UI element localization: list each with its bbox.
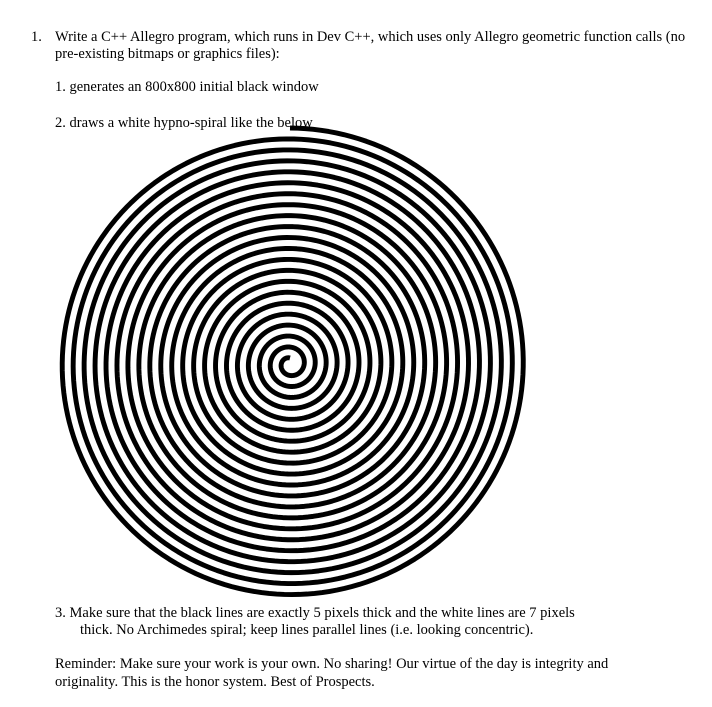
- step-3-line-1: 3. Make sure that the black lines are exactly 5 pixels thick and the white lines are 7 pixels: [55, 605, 575, 621]
- step-3-line-2: thick. No Archimedes spiral; keep lines parallel lines (i.e. looking concentric).: [80, 622, 534, 638]
- reminder-line-1: Reminder: Make sure your work is your own. No sharing! Our virtue of the day is integrity and: [55, 656, 609, 672]
- list-item-number: 1.: [31, 29, 42, 45]
- hypno-spiral-figure: [48, 122, 532, 606]
- reminder-line-2: originality. This is the honor system. Best of Prospects.: [55, 674, 375, 690]
- intro-line-1: Write a C++ Allegro program, which runs in Dev C++, which uses only Allegro geometric function calls (no: [55, 29, 686, 45]
- step-1: 1. generates an 800x800 initial black window: [55, 79, 319, 95]
- spiral-stroke: [62, 128, 523, 595]
- intro-line-2: pre-existing bitmaps or graphics files):: [55, 46, 280, 62]
- step-2: 2. draws a white hypno-spiral like the below: [55, 115, 313, 131]
